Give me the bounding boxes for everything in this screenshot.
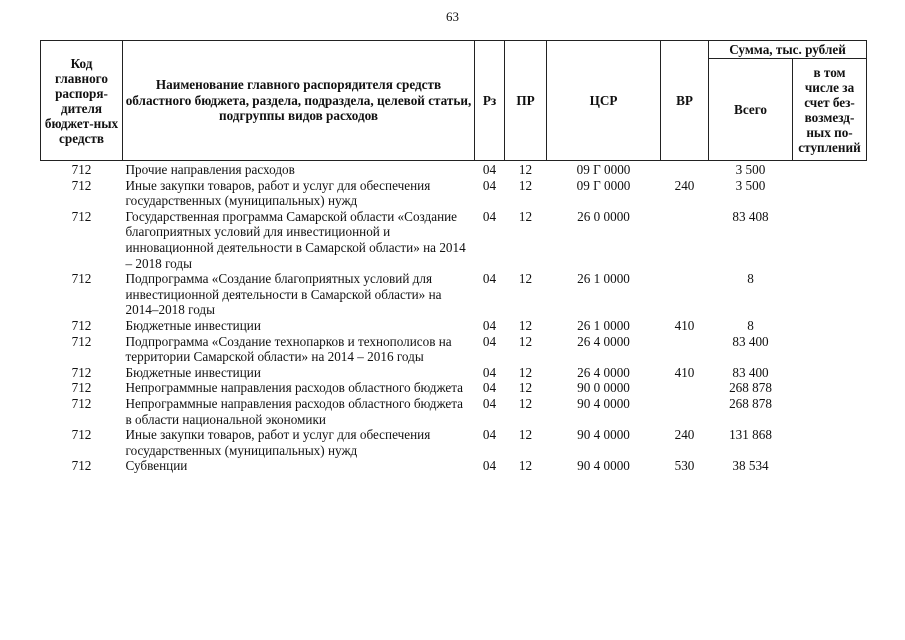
cell-code: 712 — [71, 177, 92, 193]
cell-code: 712 — [71, 380, 92, 396]
table-row — [41, 334, 867, 365]
cell-pr: 12 — [518, 317, 533, 333]
cell-pr: 12 — [518, 395, 533, 411]
cell-rz: 04 — [482, 458, 497, 474]
cell-vr — [661, 396, 709, 427]
table-body — [41, 161, 867, 474]
cell-grant — [793, 334, 867, 365]
header-name: Наименование главного распорядителя средств областного бюджета, раздела, подраздела, целевой статьи, подгруппы видов расходов — [123, 41, 475, 161]
cell-name: Государственная программа Самарской области «Создание благоприятных условий для инвестиционной и инновационной деятельности в Самарской области» на 2014 – 2018 годы — [125, 208, 466, 271]
cell-total: 83 408 — [732, 208, 769, 224]
cell-vr: 240 — [674, 427, 695, 443]
cell-name: Бюджетные инвестиции — [125, 317, 261, 333]
cell-csr: 26 4 0000 — [577, 364, 630, 380]
cell-name: Подпрограмма «Создание благоприятных условий для инвестиционной деятельности в Самарской области» на 2014–2018 годы — [125, 271, 442, 318]
cell-total: 268 878 — [729, 395, 772, 411]
cell-total: 83 400 — [732, 364, 769, 380]
cell-total: 3 500 — [735, 177, 766, 193]
table-row — [41, 178, 867, 209]
cell-csr: 90 0 0000 — [577, 380, 630, 396]
cell-name: Подпрограмма «Создание технопарков и технополисов на территории Самарской области» на 2014 – 2016 годы — [125, 333, 452, 365]
cell-grant — [793, 380, 867, 396]
cell-vr — [661, 334, 709, 365]
cell-vr — [661, 380, 709, 396]
header-csr: ЦСР — [547, 41, 661, 161]
cell-vr — [661, 209, 709, 271]
cell-csr: 26 0 0000 — [577, 208, 630, 224]
cell-csr: 90 4 0000 — [577, 427, 630, 443]
cell-vr — [661, 161, 709, 178]
cell-code: 712 — [71, 271, 92, 287]
table-row — [41, 380, 867, 396]
cell-pr: 12 — [518, 427, 533, 443]
cell-name: Непрограммные направления расходов областного бюджета в области национальной экономики — [125, 395, 464, 427]
cell-name: Непрограммные направления расходов областного бюджета — [125, 380, 464, 396]
cell-grant — [793, 161, 867, 178]
cell-grant — [793, 396, 867, 427]
cell-csr: 90 4 0000 — [577, 395, 630, 411]
cell-pr: 12 — [518, 380, 533, 396]
cell-total: 131 868 — [729, 427, 772, 443]
header-pr: ПР — [505, 41, 547, 161]
cell-csr: 26 1 0000 — [577, 271, 630, 287]
header-total: Всего — [709, 59, 793, 161]
cell-rz: 04 — [482, 177, 497, 193]
cell-code: 712 — [71, 333, 92, 349]
cell-name: Прочие направления расходов — [125, 162, 295, 177]
cell-pr: 12 — [518, 208, 533, 224]
cell-rz: 04 — [482, 208, 497, 224]
cell-rz: 04 — [482, 333, 497, 349]
cell-code: 712 — [71, 458, 92, 474]
cell-code: 712 — [71, 317, 92, 333]
cell-total: 8 — [747, 317, 754, 333]
cell-code: 712 — [71, 395, 92, 411]
cell-rz: 04 — [482, 395, 497, 411]
cell-rz: 04 — [482, 317, 497, 333]
cell-csr: 09 Г 0000 — [576, 177, 631, 193]
cell-total: 38 534 — [732, 458, 769, 474]
cell-grant — [793, 178, 867, 209]
table-row — [41, 161, 867, 178]
table-row — [41, 458, 867, 474]
cell-rz: 04 — [482, 380, 497, 396]
cell-rz: 04 — [482, 427, 497, 443]
cell-rz: 04 — [482, 162, 497, 177]
cell-csr: 26 4 0000 — [577, 333, 630, 349]
cell-grant — [793, 209, 867, 271]
cell-vr: 410 — [674, 364, 695, 380]
cell-code: 712 — [71, 208, 92, 224]
table-row — [41, 318, 867, 334]
cell-rz: 04 — [482, 364, 497, 380]
cell-pr: 12 — [518, 177, 533, 193]
table-row — [41, 271, 867, 318]
cell-vr — [661, 271, 709, 318]
cell-code: 712 — [71, 162, 92, 177]
cell-grant — [793, 427, 867, 458]
header-grant: в том числе за счет без-возмезд-ных по-ступлений — [793, 59, 867, 161]
cell-csr: 26 1 0000 — [577, 317, 630, 333]
cell-grant — [793, 365, 867, 381]
cell-pr: 12 — [518, 458, 533, 474]
cell-total: 268 878 — [729, 380, 772, 396]
cell-grant — [793, 271, 867, 318]
table-row — [41, 209, 867, 271]
table-row — [41, 396, 867, 427]
header-sum: Сумма, тыс. рублей — [709, 41, 867, 59]
cell-csr: 90 4 0000 — [577, 458, 630, 474]
cell-total: 8 — [747, 271, 754, 287]
cell-grant — [793, 458, 867, 474]
page-number: 63 — [446, 9, 459, 24]
cell-pr: 12 — [518, 333, 533, 349]
cell-name: Иные закупки товаров, работ и услуг для обеспечения государственных (муниципальных) нужд — [125, 427, 431, 458]
cell-code: 712 — [71, 364, 92, 380]
header-vr: ВР — [661, 41, 709, 161]
cell-name: Субвенции — [125, 458, 188, 474]
cell-vr: 530 — [674, 458, 695, 474]
cell-pr: 12 — [518, 162, 533, 177]
cell-name: Бюджетные инвестиции — [125, 364, 261, 380]
cell-grant — [793, 318, 867, 334]
cell-total: 3 500 — [735, 162, 766, 177]
table-header — [41, 41, 867, 161]
cell-name: Иные закупки товаров, работ и услуг для обеспечения государственных (муниципальных) нужд — [125, 177, 431, 209]
budget-table — [40, 40, 867, 474]
cell-code: 712 — [71, 427, 92, 443]
cell-csr: 09 Г 0000 — [576, 162, 631, 177]
cell-vr: 240 — [674, 177, 695, 193]
cell-vr: 410 — [674, 317, 695, 333]
header-code: Код главного распоря-дителя бюджет-ных средств — [41, 41, 123, 161]
table-row — [41, 427, 867, 458]
cell-pr: 12 — [518, 271, 533, 287]
table-row — [41, 365, 867, 381]
cell-pr: 12 — [518, 364, 533, 380]
cell-rz: 04 — [482, 271, 497, 287]
header-rz: Рз — [475, 41, 505, 161]
cell-total: 83 400 — [732, 333, 769, 349]
